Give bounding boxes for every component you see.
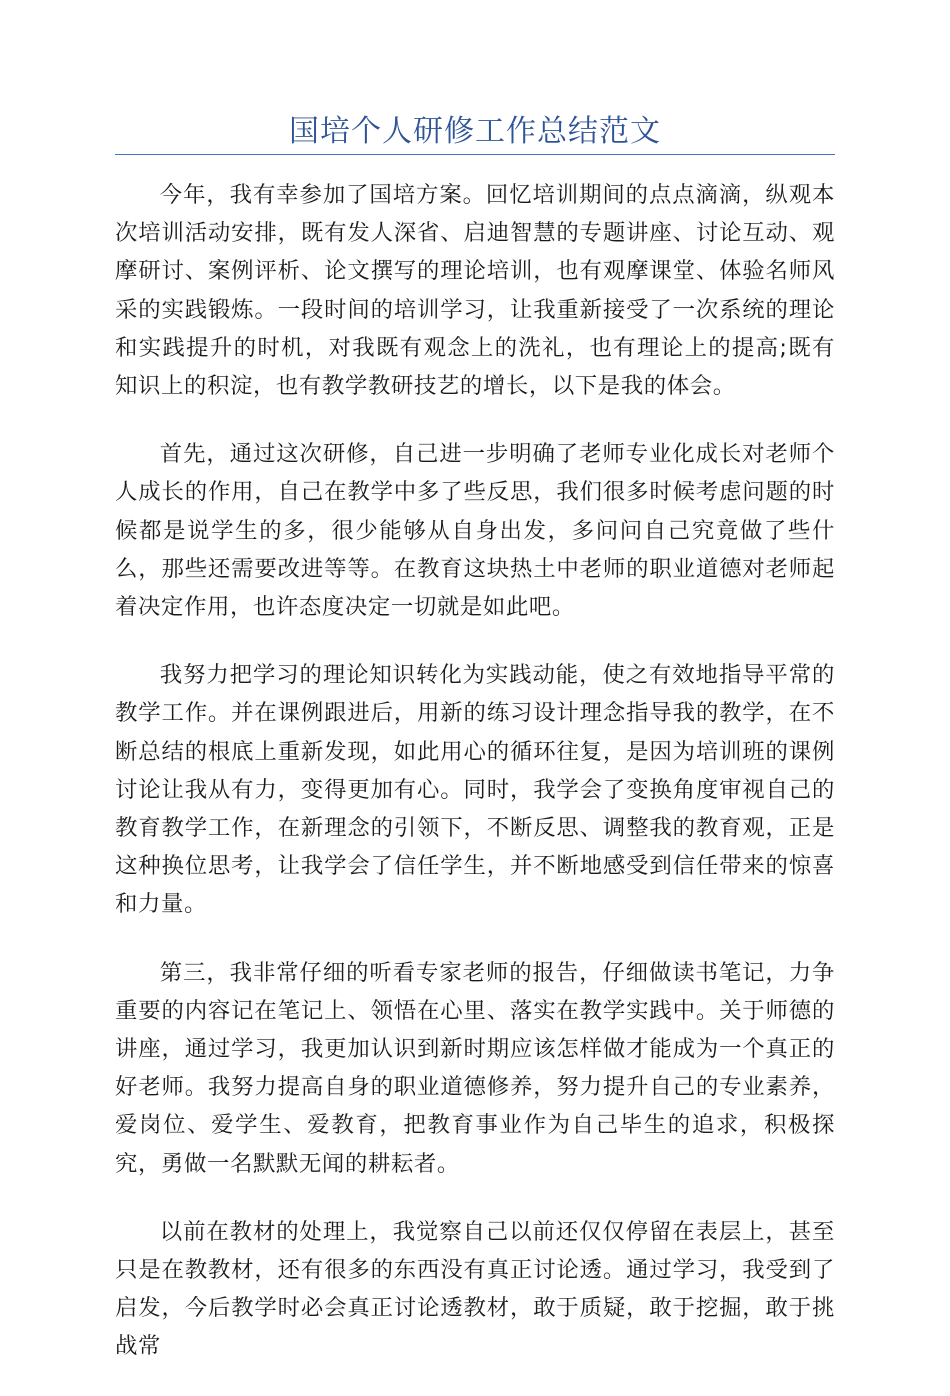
document-title: 国培个人研修工作总结范文 (289, 114, 661, 149)
document-body (115, 176, 835, 1396)
paragraph-2: 首先，通过这次研修，自己进一步明确了老师专业化成长对老师个人成长的作用，自己在教学中多了些反思，我们很多时候考虑问题的时候都是说学生的多，很少能够从自身出发，多问问自己究竟做了些什么，那些还需要改进等等。在教育这块热土中老师的职业道德对老师起着决定作用，也许态度决定一切就是如此吧。 (115, 441, 835, 621)
title-underline (115, 154, 835, 155)
paragraph-1: 今年，我有幸参加了国培方案。回忆培训期间的点点滴滴，纵观本次培训活动安排，既有发人深省、启迪智慧的专题讲座、讨论互动、观摩研讨、案例评析、论文撰写的理论培训，也有观摩课堂、体验名师风采的实践锻炼。一段时间的培训学习，让我重新接受了一次系统的理论和实践提升的时机，对我既有观念上的洗礼，也有理论上的提高;既有知识上的积淀，也有教学教研技艺的增长，以下是我的体会。 (115, 182, 835, 400)
paragraph-5: 以前在教材的处理上，我觉察自己以前还仅仅停留在表层上，甚至只是在教教材，还有很多的东西没有真正讨论透。通过学习，我受到了启发，今后教学时必会真正讨论透教材，敢于质疑，敢于挖掘，敢于挑战常 (115, 1218, 835, 1360)
paragraph-4: 第三，我非常仔细的听看专家老师的报告，仔细做读书笔记，力争重要的内容记在笔记上、领悟在心里、落实在教学实践中。关于师德的讲座，通过学习，我更加认识到新时期应该怎样做才能成为一个真正的好老师。我努力提高自身的职业道德修养，努力提升自己的专业素养，爱岗位、爱学生、爱教育，把教育事业作为自己毕生的追求，积极探究，勇做一名默默无闻的耕耘者。 (115, 959, 835, 1177)
paragraph-3: 我努力把学习的理论知识转化为实践动能，使之有效地指导平常的教学工作。并在课例跟进后，用新的练习设计理念指导我的教学，在不断总结的根底上重新发现，如此用心的循环往复，是因为培训班的课例讨论让我从有力，变得更加有心。同时，我学会了变换角度审视自己的教育教学工作，在新理念的引领下，不断反思、调整我的教育观，正是这种换位思考，让我学会了信任学生，并不断地感受到信任带来的惊喜和力量。 (115, 662, 835, 918)
